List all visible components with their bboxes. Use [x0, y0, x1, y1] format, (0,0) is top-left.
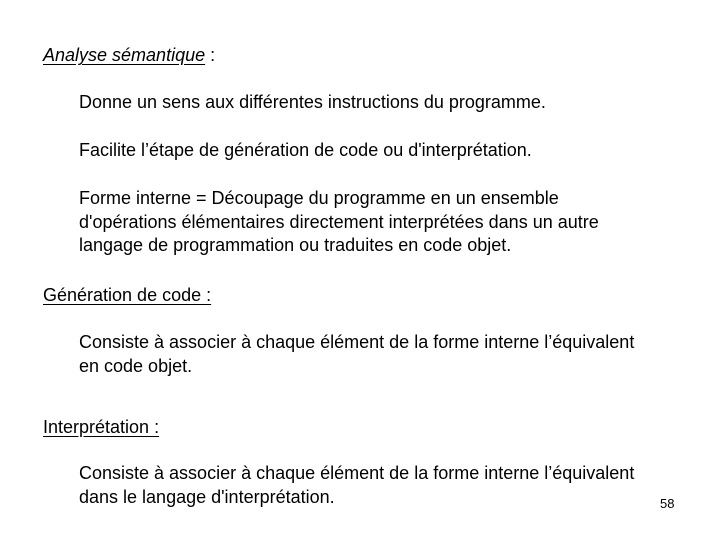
- paragraph-line: en code objet.: [79, 355, 193, 376]
- paragraph-generation-description: [79, 331, 709, 378]
- heading-generation-de-code-text: Génération de code :: [43, 285, 212, 305]
- paragraph-generation-code: [79, 139, 709, 163]
- paragraph-line: Consiste à associer à chaque élément de la forme interne l’équivalent: [79, 332, 635, 352]
- heading-generation-de-code: [43, 284, 211, 306]
- paragraph-forme-interne: [79, 187, 709, 258]
- paragraph-line: d'opérations élémentaires directement interprétées dans un autre: [79, 211, 599, 232]
- paragraph-interpretation-description: [79, 462, 709, 509]
- heading-analyse-semantique: [43, 44, 215, 66]
- heading-analyse-semantique-suffix: :: [205, 45, 216, 65]
- paragraph-sens-instructions: [79, 91, 709, 115]
- page-number: 58: [660, 496, 675, 511]
- paragraph-line: langage de programmation ou traduites en code objet.: [79, 235, 512, 255]
- heading-analyse-semantique-text: Analyse sémantique: [43, 45, 206, 65]
- paragraph-line: Donne un sens aux différentes instructions du programme.: [79, 92, 546, 112]
- paragraph-line: dans le langage d'interprétation.: [79, 486, 335, 507]
- heading-interpretation-text: Interprétation :: [43, 417, 160, 437]
- paragraph-line: Forme interne = Découpage du programme en un ensemble: [79, 188, 559, 208]
- heading-interpretation: [43, 416, 159, 438]
- paragraph-line: Consiste à associer à chaque élément de la forme interne l’équivalent: [79, 463, 635, 483]
- paragraph-line: Facilite l’étape de génération de code ou d'interprétation.: [79, 140, 532, 160]
